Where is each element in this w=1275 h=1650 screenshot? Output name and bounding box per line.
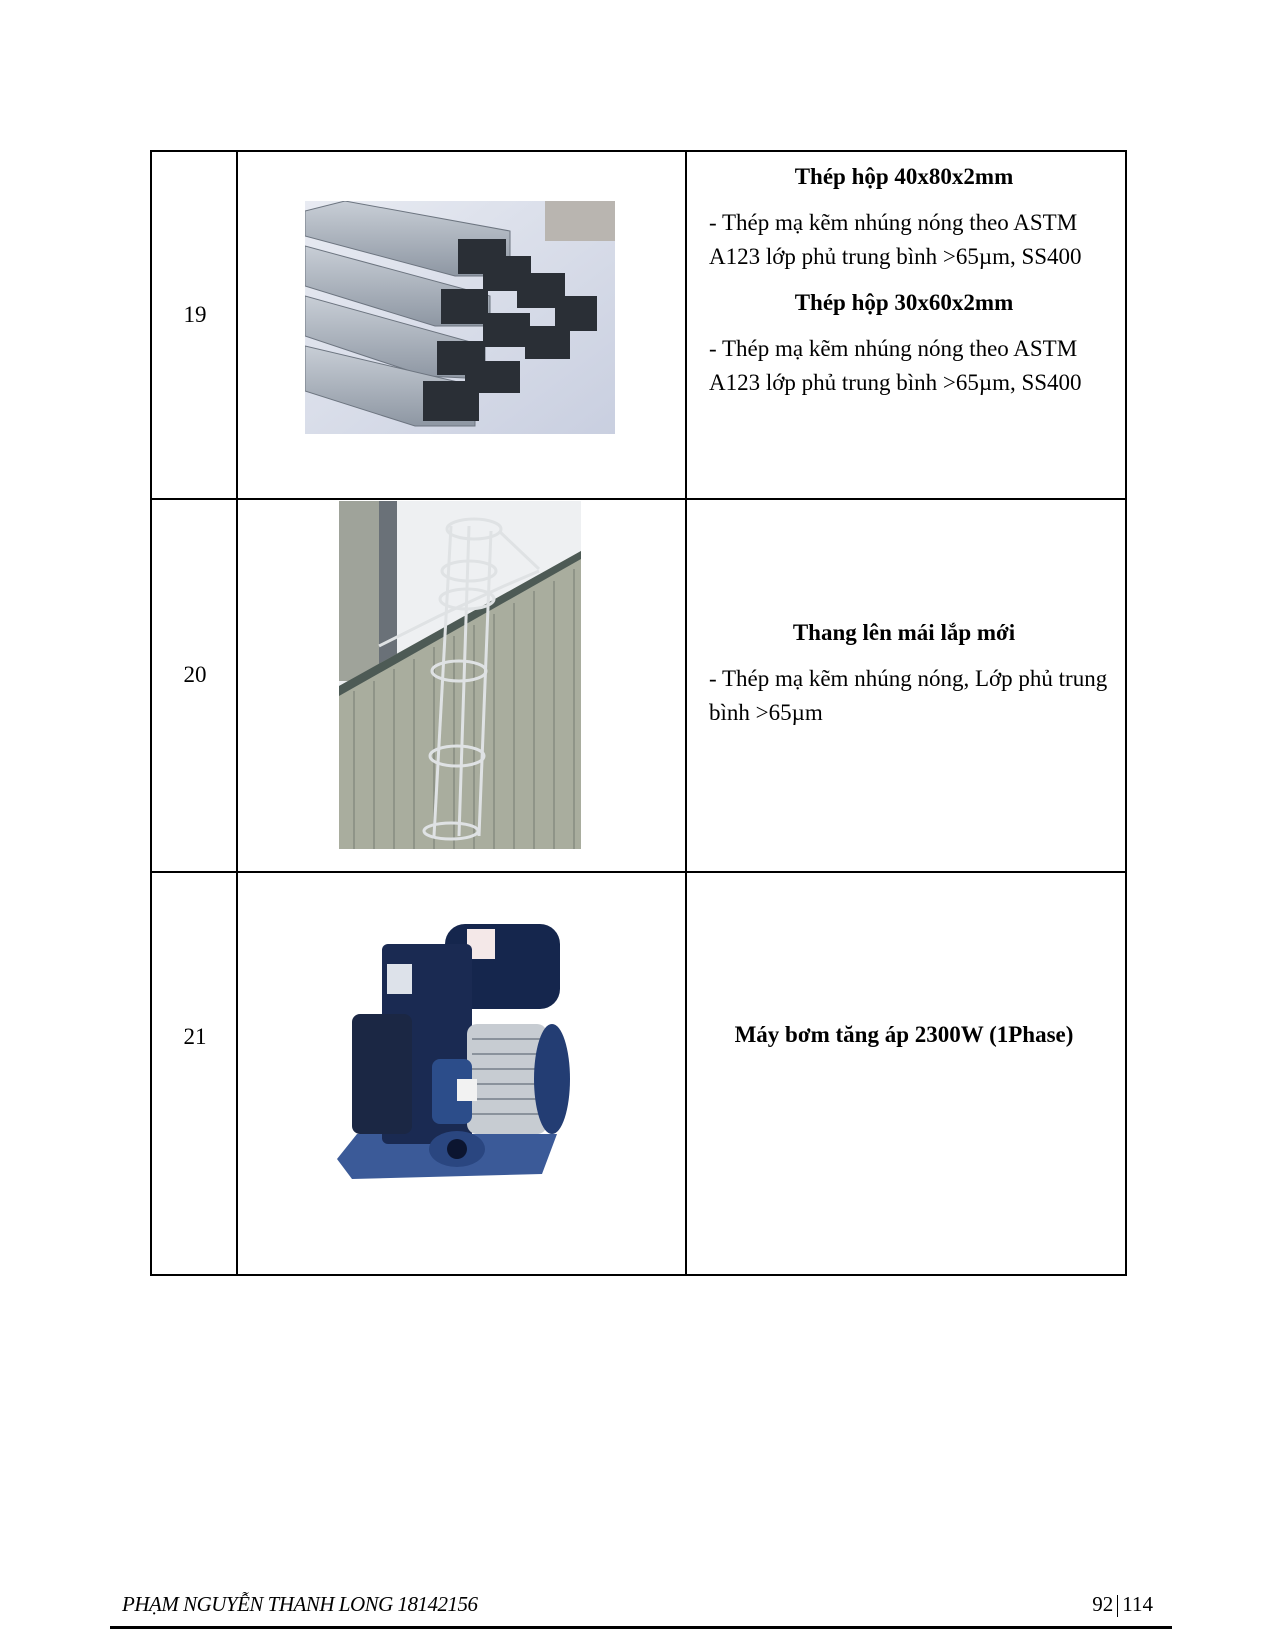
materials-table <box>150 150 1127 1276</box>
item-title: Máy bơm tăng áp 2300W (1Phase) <box>734 1022 1074 1047</box>
page-separator <box>1117 1595 1118 1617</box>
current-page: 92 <box>1092 1592 1114 1616</box>
row-divider <box>152 871 1125 873</box>
description-cell <box>689 1018 1119 1064</box>
footer-rule <box>110 1626 1172 1629</box>
booster-pump-image <box>327 919 572 1189</box>
item-title: Thép hộp 40x80x2mm <box>794 164 1014 189</box>
row-number: 20 <box>183 662 207 687</box>
row-divider <box>152 498 1125 500</box>
item-spec: - Thép mạ kẽm nhúng nóng, Lớp phủ trung bình >65µm <box>709 666 1108 725</box>
roof-ladder-image <box>339 501 581 849</box>
description-cell <box>689 616 1119 730</box>
item-title: Thép hộp 30x60x2mm <box>794 290 1014 315</box>
item-title: Thang lên mái lắp mới <box>792 620 1016 645</box>
item-spec: - Thép mạ kẽm nhúng nóng theo ASTM A123 lớp phủ trung bình >65µm, SS400 <box>709 210 1082 269</box>
item-spec: - Thép mạ kẽm nhúng nóng theo ASTM A123 lớp phủ trung bình >65µm, SS400 <box>709 336 1082 395</box>
row-number: 21 <box>183 1024 207 1049</box>
page-number <box>1092 1592 1153 1617</box>
steel-tubes-image <box>305 201 615 434</box>
total-pages: 114 <box>1122 1592 1153 1616</box>
footer-author: PHẠM NGUYỄN THANH LONG 18142156 <box>122 1592 478 1616</box>
description-cell <box>689 160 1119 400</box>
row-number: 19 <box>183 302 207 327</box>
column-divider <box>685 152 687 1274</box>
